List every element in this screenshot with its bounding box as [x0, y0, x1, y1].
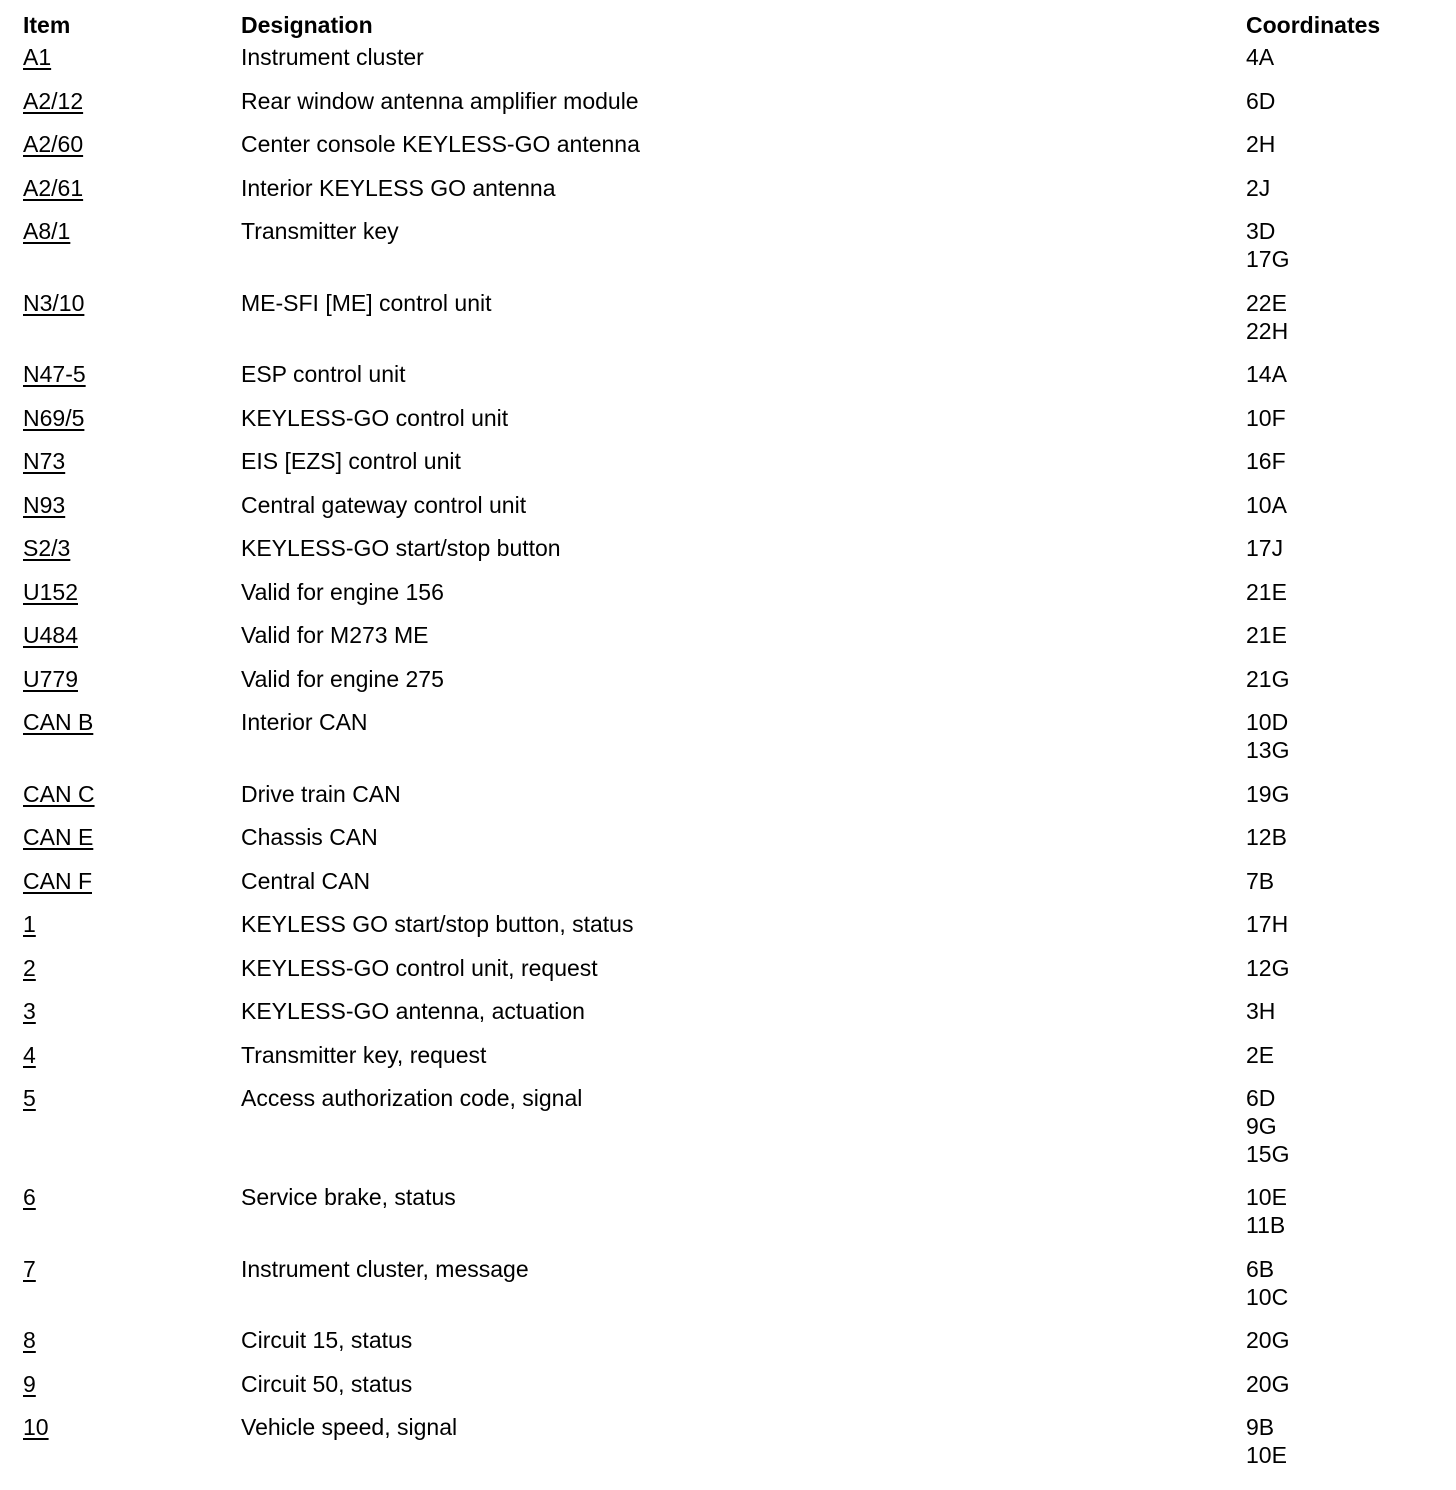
designation-cell: Valid for engine 275 [241, 665, 444, 692]
coordinates-cell [1246, 289, 1426, 345]
item-link[interactable]: 2 [23, 954, 36, 981]
coordinate-value: 4A [1246, 44, 1275, 70]
coordinates-cell [1246, 621, 1426, 649]
table-row [0, 288, 1456, 360]
coordinates-cell [1246, 910, 1426, 938]
table-body [0, 42, 1456, 1484]
coordinates-cell [1246, 997, 1426, 1025]
item-cell [0, 780, 241, 808]
item-link[interactable]: CAN B [23, 709, 94, 735]
coordinate-value: 12G [1246, 954, 1290, 981]
coordinates-cell [1246, 823, 1426, 851]
table-row [0, 577, 1456, 621]
coordinate-value: 2J [1246, 174, 1271, 201]
item-link[interactable]: A2/61 [23, 174, 84, 201]
item-link[interactable]: 1 [23, 911, 36, 937]
designation-cell: Valid for M273 ME [241, 622, 429, 648]
item-link[interactable]: 8 [23, 1327, 36, 1353]
item-link[interactable]: 5 [23, 1085, 36, 1111]
coordinates-cell [1246, 174, 1426, 202]
item-link[interactable]: A1 [23, 44, 52, 70]
item-cell [0, 1413, 241, 1441]
coordinate-value: 21E [1246, 578, 1287, 605]
coordinates-cell [1246, 708, 1426, 764]
table-row [0, 1182, 1456, 1254]
item-cell [0, 491, 241, 519]
coordinates-cell [1246, 780, 1426, 808]
coordinate-value: 10F [1246, 404, 1286, 431]
designation-cell: ESP control unit [241, 361, 406, 387]
table-row [0, 707, 1456, 779]
table-row [0, 42, 1456, 86]
item-cell [0, 404, 241, 432]
table-row [0, 403, 1456, 447]
table-row [0, 664, 1456, 708]
item-cell [0, 665, 241, 693]
item-link[interactable]: 10 [23, 1414, 49, 1440]
designation-cell: Circuit 50, status [241, 1370, 413, 1397]
designation-cell: Circuit 15, status [241, 1327, 413, 1353]
coordinates-cell [1246, 1084, 1426, 1168]
table-row [0, 359, 1456, 403]
coordinate-value: 20G [1246, 1370, 1290, 1397]
coordinate-value: 6D [1246, 87, 1276, 114]
coordinate-value: 10C [1246, 1283, 1289, 1310]
designation-cell: Transmitter key, request [241, 1041, 487, 1068]
item-cell [0, 954, 241, 982]
coordinate-value: 21G [1246, 665, 1290, 692]
table-row [0, 1412, 1456, 1484]
designation-cell: KEYLESS-GO control unit, request [241, 954, 598, 981]
item-cell [0, 997, 241, 1025]
coordinates-cell [1246, 404, 1426, 432]
coordinate-value: 6B [1246, 1255, 1275, 1282]
item-cell [0, 174, 241, 202]
item-cell [0, 621, 241, 649]
item-link[interactable]: CAN C [23, 780, 95, 807]
table-row [0, 446, 1456, 490]
item-cell [0, 289, 241, 317]
coordinate-value: 3D [1246, 218, 1276, 244]
coordinate-value: 6D [1246, 1085, 1276, 1111]
item-cell [0, 1255, 241, 1283]
item-cell [0, 360, 241, 388]
coordinate-value: 10E [1246, 1184, 1287, 1210]
designation-cell: KEYLESS GO start/stop button, status [241, 911, 634, 937]
coordinate-value: 9B [1246, 1414, 1275, 1440]
item-cell [0, 1041, 241, 1069]
header-designation: Designation [241, 12, 373, 38]
designation-cell: Drive train CAN [241, 780, 401, 807]
item-cell [0, 1084, 241, 1112]
coordinates-cell [1246, 43, 1426, 71]
coordinates-cell [1246, 1326, 1426, 1354]
item-cell [0, 534, 241, 562]
designation-cell: Service brake, status [241, 1184, 456, 1210]
item-cell [0, 708, 241, 736]
designation-cell: ME-SFI [ME] control unit [241, 289, 492, 316]
designation-cell: Center console KEYLESS-GO antenna [241, 131, 640, 157]
coordinates-cell [1246, 217, 1426, 273]
item-cell [0, 447, 241, 475]
coordinate-value: 2E [1246, 1041, 1275, 1068]
item-cell [0, 87, 241, 115]
item-link[interactable]: CAN F [23, 867, 92, 894]
coordinate-value: 17J [1246, 535, 1284, 561]
coordinate-value: 12B [1246, 824, 1287, 850]
item-link[interactable]: 9 [23, 1370, 36, 1397]
coordinate-value: 16F [1246, 448, 1286, 474]
designation-cell: KEYLESS-GO control unit [241, 404, 509, 431]
coordinate-value: 20G [1246, 1327, 1290, 1353]
coordinates-cell [1246, 1370, 1426, 1398]
coordinates-cell [1246, 447, 1426, 475]
coordinates-cell [1246, 360, 1426, 388]
coordinates-cell [1246, 867, 1426, 895]
designation-cell: Chassis CAN [241, 824, 378, 850]
item-link[interactable]: 3 [23, 998, 36, 1024]
item-cell [0, 1326, 241, 1354]
item-link[interactable]: 7 [23, 1255, 36, 1282]
table-row [0, 1325, 1456, 1369]
table-row [0, 996, 1456, 1040]
coordinate-value: 10D [1246, 709, 1289, 735]
item-link[interactable]: A8/1 [23, 218, 71, 244]
item-link[interactable]: A2/12 [23, 87, 84, 114]
item-cell [0, 578, 241, 606]
coordinates-cell [1246, 665, 1426, 693]
item-link[interactable]: U484 [23, 622, 78, 648]
designation-cell: Vehicle speed, signal [241, 1414, 458, 1440]
item-link[interactable]: 6 [23, 1184, 36, 1210]
table-row [0, 173, 1456, 217]
table-row [0, 533, 1456, 577]
item-link[interactable]: N3/10 [23, 289, 85, 316]
coordinate-value: 3H [1246, 998, 1276, 1024]
coordinate-value: 17H [1246, 911, 1289, 937]
designation-cell: EIS [EZS] control unit [241, 448, 461, 474]
table-row [0, 866, 1456, 910]
designation-cell: Access authorization code, signal [241, 1085, 583, 1111]
item-cell [0, 1183, 241, 1211]
item-link[interactable]: N69/5 [23, 404, 85, 431]
designation-cell: KEYLESS-GO antenna, actuation [241, 998, 585, 1024]
designation-cell: Instrument cluster, message [241, 1255, 529, 1282]
designation-cell: Instrument cluster [241, 44, 424, 70]
coordinates-cell [1246, 1041, 1426, 1069]
coordinate-value: 17G [1246, 246, 1290, 272]
table-row [0, 620, 1456, 664]
coordinate-value: 2H [1246, 131, 1276, 157]
designation-cell: Rear window antenna amplifier module [241, 87, 639, 114]
item-cell [0, 1370, 241, 1398]
table-row [0, 1254, 1456, 1326]
table-row [0, 953, 1456, 997]
item-link[interactable]: A2/60 [23, 131, 84, 157]
table-row [0, 216, 1456, 288]
coordinates-cell [1246, 1183, 1426, 1239]
coordinate-value: 14A [1246, 361, 1287, 387]
table-row [0, 490, 1456, 534]
coordinate-value: 15G [1246, 1141, 1290, 1167]
coordinates-cell [1246, 491, 1426, 519]
designation-cell: Central CAN [241, 867, 371, 894]
coordinates-cell [1246, 87, 1426, 115]
item-cell [0, 867, 241, 895]
coordinates-cell [1246, 130, 1426, 158]
coordinate-value: 9G [1246, 1113, 1277, 1139]
item-link[interactable]: U152 [23, 578, 78, 605]
coordinate-value: 19G [1246, 780, 1290, 807]
item-cell [0, 130, 241, 158]
header-item: Item [23, 12, 71, 38]
item-link[interactable]: S2/3 [23, 535, 71, 561]
item-link[interactable]: N47-5 [23, 361, 86, 387]
item-cell [0, 217, 241, 245]
coordinates-cell [1246, 578, 1426, 606]
coordinate-value: 22H [1246, 317, 1289, 344]
coordinates-cell [1246, 954, 1426, 982]
item-link[interactable]: 4 [23, 1041, 36, 1068]
designation-cell: Interior CAN [241, 709, 368, 735]
designation-cell: Valid for engine 156 [241, 578, 444, 605]
header-coordinates: Coordinates [1246, 12, 1381, 38]
coordinate-value: 13G [1246, 737, 1290, 763]
item-link[interactable]: N93 [23, 491, 66, 518]
table-row [0, 822, 1456, 866]
table-row [0, 779, 1456, 823]
coordinate-value: 10E [1246, 1442, 1287, 1468]
coordinate-value: 21E [1246, 622, 1287, 648]
coordinate-value: 10A [1246, 491, 1287, 518]
coordinates-cell [1246, 1255, 1426, 1311]
coordinates-cell [1246, 1413, 1426, 1469]
table-row [0, 129, 1456, 173]
item-cell [0, 910, 241, 938]
coordinate-value: 22E [1246, 289, 1287, 316]
table-row [0, 909, 1456, 953]
item-link[interactable]: U779 [23, 665, 78, 692]
table-row [0, 86, 1456, 130]
item-link[interactable]: CAN E [23, 824, 94, 850]
coordinate-value: 11B [1246, 1212, 1286, 1238]
table-header [0, 0, 1456, 42]
designation-cell: KEYLESS-GO start/stop button [241, 535, 561, 561]
table-row [0, 1083, 1456, 1182]
designation-cell: Interior KEYLESS GO antenna [241, 174, 556, 201]
table-row [0, 1369, 1456, 1413]
designation-cell: Transmitter key [241, 218, 399, 244]
coordinate-value: 7B [1246, 867, 1275, 894]
table-row [0, 1040, 1456, 1084]
designation-cell: Central gateway control unit [241, 491, 527, 518]
item-link[interactable]: N73 [23, 448, 66, 474]
item-cell [0, 823, 241, 851]
item-cell [0, 43, 241, 71]
coordinates-cell [1246, 534, 1426, 562]
